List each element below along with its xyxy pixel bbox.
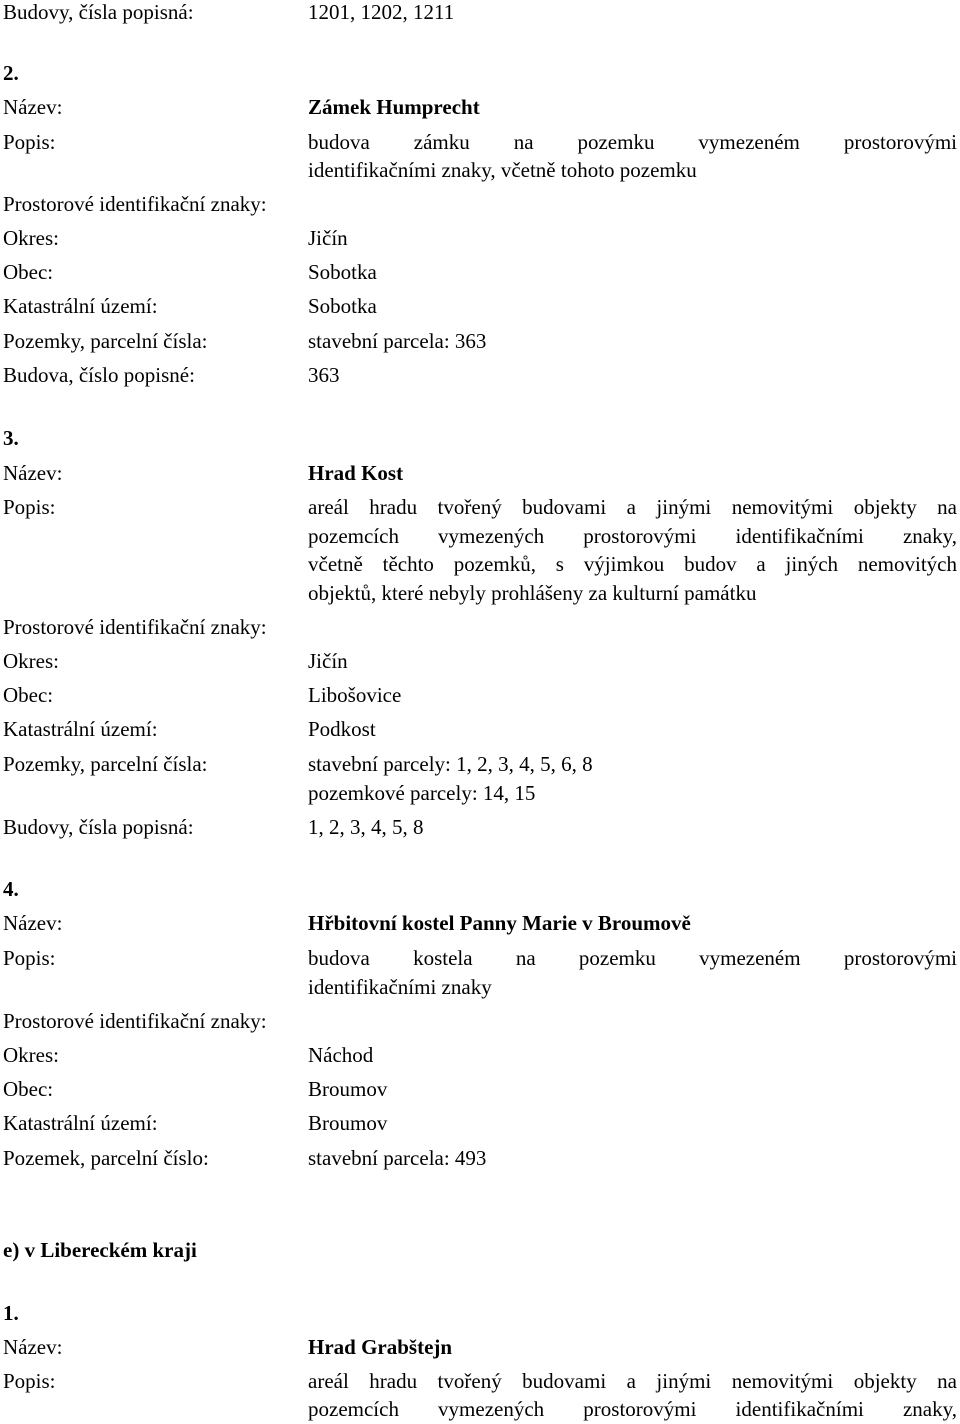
desc-line: areál hradu tvořený budovami a jinými nemovitými objekty na: [308, 1369, 957, 1393]
entry-title: Hrad Grabštejn: [308, 1335, 453, 1359]
district-value: Jičín: [308, 226, 348, 250]
entry-number: 4.: [3, 877, 19, 901]
parcels-value: pozemkové parcely: 14, 15: [308, 781, 536, 805]
desc-line: identifikačními znaky: [308, 975, 492, 999]
parcels-value: stavební parcela: 363: [308, 329, 487, 353]
cadastral-value: Sobotka: [308, 294, 377, 318]
parcels-label: Pozemek, parcelní číslo:: [3, 1146, 209, 1170]
municipality-label: Obec:: [3, 260, 54, 284]
entry-number: 1.: [3, 1301, 19, 1325]
spatial-label: Prostorové identifikační znaky:: [3, 192, 267, 216]
municipality-label: Obec:: [3, 683, 54, 707]
desc-label: Popis:: [3, 495, 56, 519]
district-value: Jičín: [308, 649, 348, 673]
desc-label: Popis:: [3, 946, 56, 970]
entry-number: 2.: [3, 61, 19, 85]
cadastral-value: Broumov: [308, 1111, 388, 1135]
district-label: Okres:: [3, 226, 59, 250]
municipality-value: Sobotka: [308, 260, 377, 284]
parcels-value: stavební parcely: 1, 2, 3, 4, 5, 6, 8: [308, 752, 593, 776]
desc-line: pozemcích vymezených prostorovými identifikačními znaky,: [308, 1397, 957, 1421]
section-heading: e) v Libereckém kraji: [3, 1238, 197, 1262]
municipality-label: Obec:: [3, 1077, 54, 1101]
name-label: Název:: [3, 95, 63, 119]
entry-title: Hřbitovní kostel Panny Marie v Broumově: [308, 911, 691, 935]
cadastral-value: Podkost: [308, 717, 376, 741]
desc-label: Popis:: [3, 130, 56, 154]
parcels-label: Pozemky, parcelní čísla:: [3, 752, 208, 776]
cadastral-label: Katastrální území:: [3, 1111, 158, 1135]
desc-label: Popis:: [3, 1369, 56, 1393]
district-value: Náchod: [308, 1043, 374, 1067]
district-label: Okres:: [3, 1043, 59, 1067]
municipality-value: Libošovice: [308, 683, 402, 707]
building-value: 363: [308, 363, 340, 387]
entry-number: 3.: [3, 426, 19, 450]
building-label: Budovy, čísla popisná:: [3, 815, 194, 839]
district-label: Okres:: [3, 649, 59, 673]
desc-line: budova zámku na pozemku vymezeném prostorovými: [308, 130, 957, 154]
desc-line: pozemcích vymezených prostorovými identifikačními znaky,: [308, 524, 957, 548]
desc-line: budova kostela na pozemku vymezeném prostorovými: [308, 946, 957, 970]
desc-line: objektů, které nebyly prohlášeny za kulturní památku: [308, 581, 757, 605]
name-label: Název:: [3, 461, 63, 485]
building-label: Budova, číslo popisné:: [3, 363, 195, 387]
name-label: Název:: [3, 1335, 63, 1359]
buildings-value: 1201, 1202, 1211: [308, 0, 455, 24]
entry-title: Zámek Humprecht: [308, 95, 480, 119]
desc-line: včetně těchto pozemků, s výjimkou budov a jiných nemovitých: [308, 552, 957, 576]
desc-line: areál hradu tvořený budovami a jinými nemovitými objekty na: [308, 495, 957, 519]
cadastral-label: Katastrální území:: [3, 294, 158, 318]
buildings-label: Budovy, čísla popisná:: [3, 0, 194, 24]
parcels-value: stavební parcela: 493: [308, 1146, 487, 1170]
name-label: Název:: [3, 911, 63, 935]
parcels-label: Pozemky, parcelní čísla:: [3, 329, 208, 353]
desc-line: identifikačními znaky, včetně tohoto pozemku: [308, 158, 697, 182]
municipality-value: Broumov: [308, 1077, 388, 1101]
spatial-label: Prostorové identifikační znaky:: [3, 615, 267, 639]
spatial-label: Prostorové identifikační znaky:: [3, 1009, 267, 1033]
building-value: 1, 2, 3, 4, 5, 8: [308, 815, 424, 839]
cadastral-label: Katastrální území:: [3, 717, 158, 741]
entry-title: Hrad Kost: [308, 461, 404, 485]
